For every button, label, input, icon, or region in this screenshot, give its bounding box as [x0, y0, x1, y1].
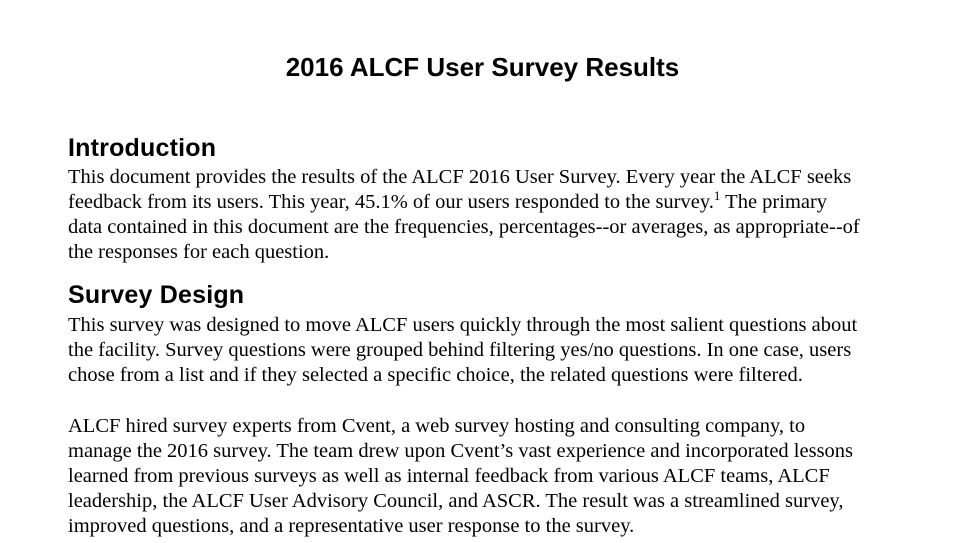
text-line: the responses for each question.: [68, 241, 330, 263]
text-line: [68, 190, 860, 215]
footnote-reference: 1: [713, 188, 721, 204]
survey-design-paragraph-1: [68, 313, 857, 388]
text-line: manage the 2016 survey. The team drew upon Cvent’s vast experience and incorporated lessons: [68, 440, 854, 462]
text-line: This survey was designed to move ALCF users quickly through the most salient questions about: [68, 314, 858, 336]
survey-design-paragraph-2: [68, 414, 853, 539]
text-line: learned from previous surveys as well as internal feedback from various ALCF teams, ALCF: [68, 465, 830, 487]
introduction-paragraph: [68, 165, 860, 265]
text-segment: feedback from its users. This year, 45.1% of our users responded to the survey.: [68, 191, 714, 213]
introduction-heading: Introduction: [68, 134, 217, 162]
survey-design-heading: Survey Design: [68, 281, 245, 309]
text-line: data contained in this document are the frequencies, percentages--or averages, as appropriate--of: [68, 216, 860, 238]
text-line: leadership, the ALCF User Advisory Council, and ASCR. The result was a streamlined survey,: [68, 490, 844, 512]
document-title: 2016 ALCF User Survey Results: [285, 52, 680, 82]
text-segment: The primary: [725, 191, 828, 213]
text-line: improved questions, and a representative user response to the survey.: [68, 515, 635, 537]
text-line: This document provides the results of the ALCF 2016 User Survey. Every year the ALCF seeks: [68, 166, 852, 188]
text-line: the facility. Survey questions were grouped behind filtering yes/no questions. In one case, users: [68, 339, 852, 361]
text-line: ALCF hired survey experts from Cvent, a web survey hosting and consulting company, to: [68, 415, 806, 437]
text-line: chose from a list and if they selected a specific choice, the related questions were filtered.: [68, 364, 803, 386]
